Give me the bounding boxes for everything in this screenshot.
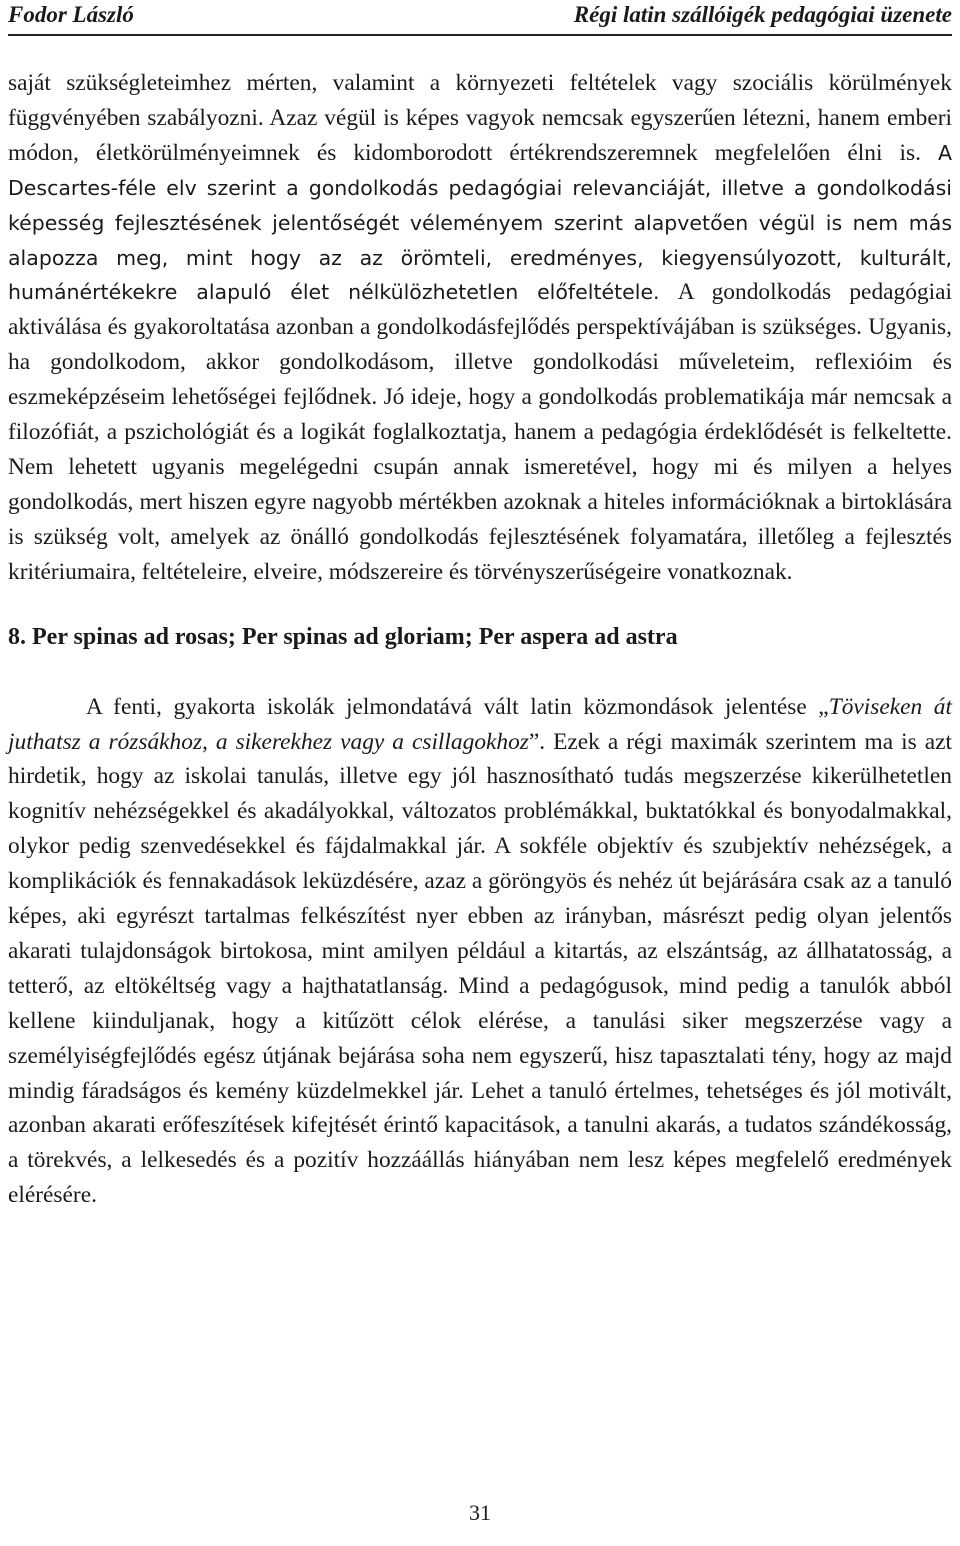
section-number: 8.: [8, 623, 26, 650]
paragraph-1-part-c: A gondolkodás pedagógiai aktiválása és gyakoroltatása azonban a gondolkodásfejlődés perspektívájában is szükséges. Ugyanis, ha gondolkodom, akkor gondolkodásom, illetve gondolkodási műveleteim, reflexióim és eszmeképzéseim lehetőségei fejlődnek. Jó ideje, hogy a gondolkodás problematikája már nemcsak a filozófiát, a pszichológiát és a logikát foglalkoztatja, hanem a pedagógia érdeklődését is felkeltette. Nem lehetett ugyanis megelégedni csupán annak ismeretével, hogy mi és milyen a helyes gondolkodás, mert hiszen egyre nagyobb mértékben azoknak a hiteles információknak a birtoklására is szükség volt, amelyek az önálló gondolkodás fejlesztésének folyamatára, illetőleg a fejlesztés kritériumaira, feltételeire, elveire, módszereire és törvényszerűségeire vonatkoznak.: [8, 279, 952, 585]
paragraph-2-rest: ”. Ezek a régi maximák szerintem ma is azt hirdetik, hogy az iskolai tanulás, illetve egy jól hasznosítható tudás megszerzése kikerülhetetlen kognitív nehézségekkel és akadályokkal, változatos problémákkal, buktatókkal és bonyodalmakkal, olykor pedig szenvedésekkel és fájdalmakkal jár. A sokféle objektív és szubjektív nehézségek, a komplikációk és fennakadások leküzdésére, azaz a göröngyös és nehéz út bejárására csak az a tanuló képes, aki egyrészt tartalmas felkészítést nyer ebben az irányban, másrészt pedig olyan jelentős akarati tulajdonságok birtokosa, mint amilyen például a kitartás, az elszántság, az állhatatosság, a tetterő, az eltökéltség vagy a hajthatatlanság. Mind a pedagógusok, mind pedig a tanulók abból kellene kiinduljanak, hogy a kitűzött célok elérése, a tanulási siker megszerzése vagy a személyiségfejlődés egész útjának bejárása soha nem egyszerű, hisz tapasztalati tény, hogy az majd mindig fáradságos és kemény küzdelmekkel jár. Lehet a tanuló értelmes, tehetséges és jól motivált, azonban akarati erőfeszítések kifejtését érintő kapacitások, a tanulni akarás, a tudatos szándékosság, a törekvés, a lelkesedés és a pozitív hozzáállás hiányában nem lesz képes megfelelő eredmények elérésére.: [8, 728, 952, 1209]
section-heading: [8, 620, 952, 654]
paragraph-1: [8, 66, 952, 590]
section-title: Per spinas ad rosas; Per spinas ad gloriam; Per aspera ad astra: [32, 623, 678, 650]
running-header: [8, 0, 952, 36]
paragraph-2-intro: A fenti, gyakorta iskolák jelmondatává vált latin közmondások jelentése „: [86, 693, 829, 720]
paragraph-2: [8, 690, 952, 1214]
header-title: Régi latin szállóigék pedagógiai üzenete: [573, 2, 952, 27]
paragraph-2-quote: Töviseken át juthatsz a rózsákhoz, a sikerekhez vagy a csillagokhoz: [8, 693, 952, 755]
paragraph-1-part-a: saját szükségleteimhez mérten, valamint a környezeti feltételek vagy szociális körülmények függvényében szabályozni. Azaz végül is képes vagyok nemcsak egyszerűen létezni, hanem emberi módon, életkörülményeimnek és kidomborodott értékrendszeremnek megfelelően élni is.: [8, 70, 952, 166]
paragraph-1-part-b: A Descartes-féle elv szerint a gondolkodás pedagógiai relevanciáját, illetve a gondolkodási képesség fejlesztésének jelentőségét véleményem szerint alapvetően végül is nem más alapozza meg, mint hogy az az örömteli, eredményes, kiegyensúlyozott, kulturált, humánértékekre alapuló élet nélkülözhetetlen előfeltétele.: [8, 140, 952, 305]
page-number: 31: [469, 1500, 491, 1525]
page-body: [8, 66, 952, 1213]
header-author: Fodor László: [8, 2, 134, 27]
